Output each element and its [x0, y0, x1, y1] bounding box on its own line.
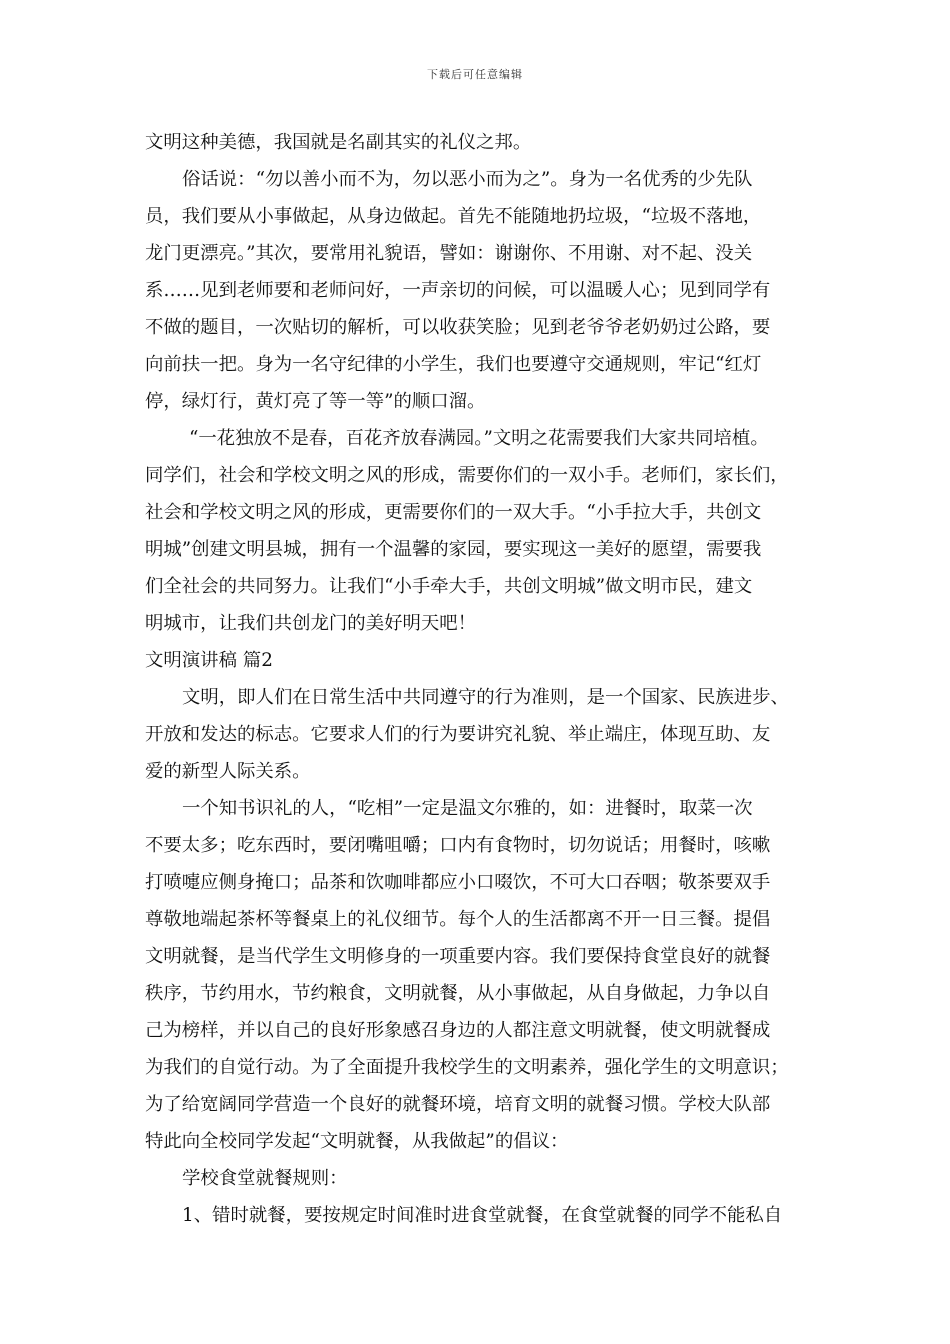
text-line: 停，绿灯行，黄灯亮了等一等”的顺口溜。 [145, 391, 486, 412]
paragraph-start-line: “一花独放不是春，百花齐放春满园。”文明之花需要我们大家共同培植。 [189, 428, 769, 449]
text-line: 己为榜样，并以自己的良好形象感召身边的人都注意文明就餐，使文明就餐成 [145, 1020, 771, 1041]
paragraph-start-line: 学校食堂就餐规则： [182, 1168, 348, 1189]
text-line: 特此向全校同学发起“文明就餐，从我做起”的倡议： [145, 1131, 569, 1152]
text-line: 社会和学校文明之风的形成，更需要你们的一双大手。“小手拉大手，共创文 [145, 502, 762, 523]
text-line: 员，我们要从小事做起，从身边做起。首先不能随地扔垃圾，“垃圾不落地， [145, 206, 762, 227]
section-heading: 文明演讲稿 篇2 [145, 650, 273, 671]
text-line: 为我们的自觉行动。为了全面提升我校学生的文明素养，强化学生的文明意识； [145, 1057, 789, 1078]
text-line: 尊敬地端起茶杯等餐桌上的礼仪细节。每个人的生活都离不开一日三餐。提倡 [145, 909, 771, 930]
text-line: 不做的题目，一次贴切的解析，可以收获笑脸；见到老爷爷老奶奶过公路，要 [145, 317, 771, 338]
page-header-note: 下载后可任意编辑 [427, 68, 523, 81]
text-line: 明城”创建文明县城，拥有一个温馨的家园，要实现这一美好的愿望，需要我 [145, 539, 762, 560]
paragraph-start-line: 一个知书识礼的人，“吃相”一定是温文尔雅的，如：进餐时，取菜一次 [182, 798, 753, 819]
paragraph-start-line: 俗话说：“勿以善小而不为，勿以恶小而为之”。身为一名优秀的少先队 [182, 169, 753, 190]
text-line: 同学们，社会和学校文明之风的形成，需要你们的一双小手。老师们，家长们， [145, 465, 789, 486]
text-line: 秩序，节约用水，节约粮食，文明就餐，从小事做起，从自身做起，力争以自 [145, 983, 771, 1004]
text-line: 打喷嚏应侧身掩口；品茶和饮咖啡都应小口啜饮，不可大口吞咽；敬茶要双手 [145, 872, 771, 893]
text-line: 开放和发达的标志。它要求人们的行为要讲究礼貌、举止端庄，体现互助、友 [145, 724, 771, 745]
text-line: 爱的新型人际关系。 [145, 761, 311, 782]
text-line: 龙门更漂亮。”其次，要常用礼貌语，譬如：谢谢你、不用谢、对不起、没关 [145, 243, 753, 264]
document-body [145, 124, 835, 1234]
text-line: 系……见到老师要和老师问好，一声亲切的问候，可以温暖人心；见到同学有 [145, 280, 771, 301]
paragraph-start-line: 文明，即人们在日常生活中共同遵守的行为准则，是一个国家、民族进步、 [182, 687, 789, 708]
text-line: 向前扶一把。身为一名守纪律的小学生，我们也要遵守交通规则，牢记“红灯 [145, 354, 762, 375]
text-line: 不要太多；吃东西时，要闭嘴咀嚼；口内有食物时，切勿说话；用餐时，咳嗽 [145, 835, 771, 856]
text-line: 为了给宽阔同学营造一个良好的就餐环境，培育文明的就餐习惯。学校大队部 [145, 1094, 771, 1115]
text-line: 明城市，让我们共创龙门的美好明天吧！ [145, 613, 477, 634]
text-line: 文明就餐，是当代学生文明修身的一项重要内容。我们要保持食堂良好的就餐 [145, 946, 771, 967]
paragraph-start-line: 1、错时就餐，要按规定时间准时进食堂就餐，在食堂就餐的同学不能私自 [182, 1205, 783, 1226]
text-line: 们全社会的共同努力。让我们“小手牵大手，共创文明城”做文明市民，建文 [145, 576, 753, 597]
text-line: 文明这种美德，我国就是名副其实的礼仪之邦。 [145, 132, 532, 153]
